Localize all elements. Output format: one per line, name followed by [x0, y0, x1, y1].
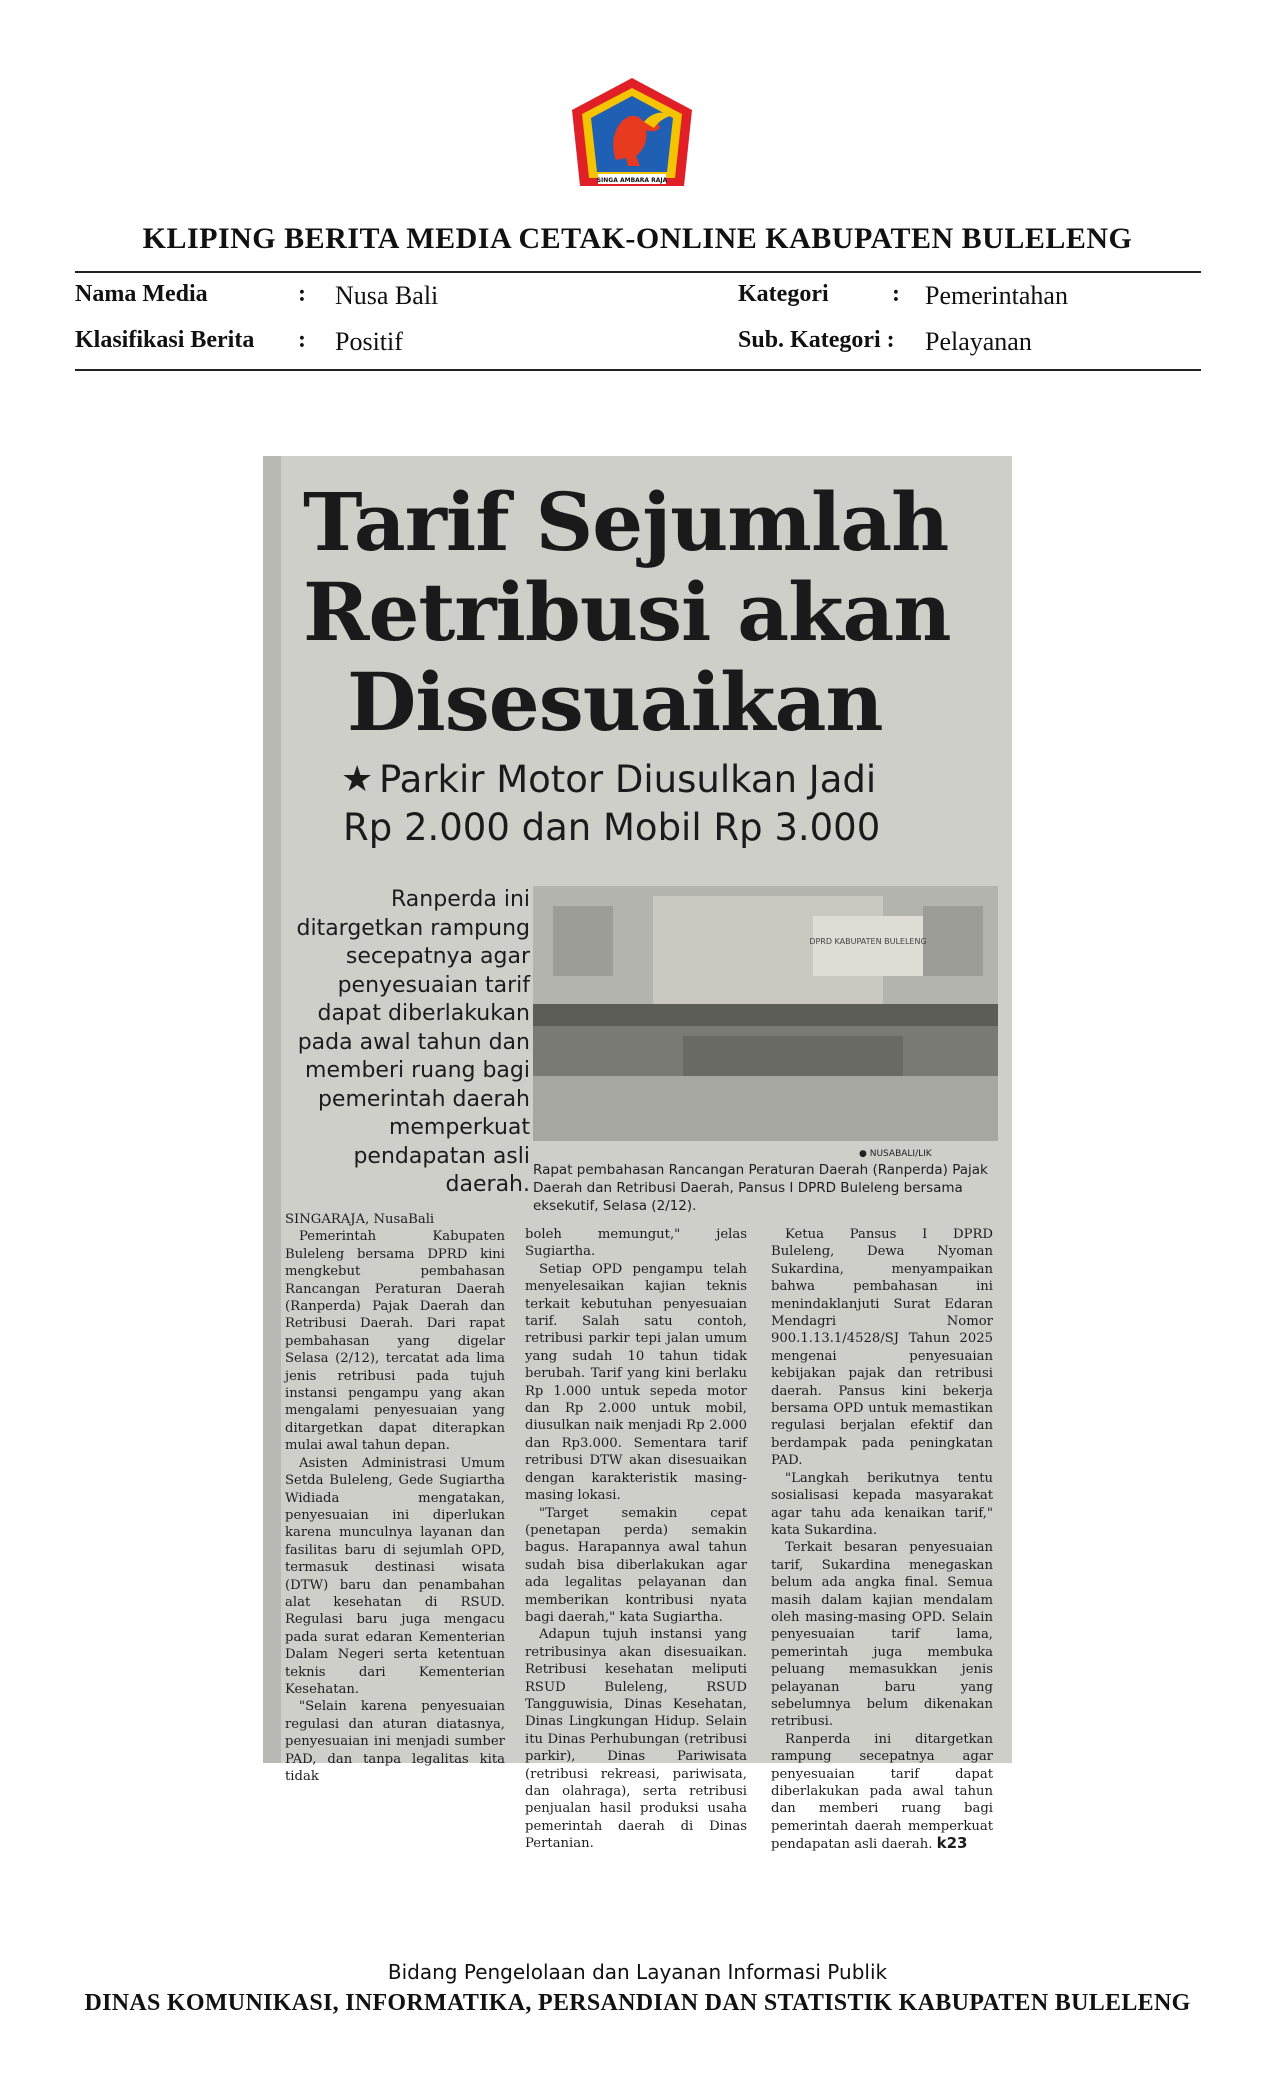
col3-last-paragraph: Ranperda ini ditargetkan rampung secepatnya agar penyesuaian tarif dapat diberlakukan pada awal tahun dan memberi ruang bagi pemerintah daerah memperkuat pendapatan asli daerah. — [771, 1731, 993, 1853]
col2-paragraph: Setiap OPD pengampu telah menyelesaikan kajian teknis terkait kebutuhan penyesuaian tarif. Salah satu contoh, retribusi parkir tepi jalan umum yang sudah 10 tahun tidak berubah. Tarif yang kini berlaku Rp 1.000 untuk sepeda motor dan Rp 2.000 untuk mobil, diusulkan naik menjadi Rp 2.000 dan Rp3.000. Sementara tarif retribusi DTW akan disesuaikan dengan karakteristik masing-masing lokasi. — [525, 1261, 747, 1504]
footer-agency: DINAS KOMUNIKASI, INFORMATIKA, PERSANDIAN DAN STATISTIK KABUPATEN BULELENG — [84, 1990, 1191, 2016]
sub-kategori-label: Sub. Kategori : — [738, 327, 895, 353]
lead-text: Ranperda ini ditargetkan rampung secepatnya agar penyesuaian tarif dapat diberlakukan pada awal tahun dan memberi ruang bagi pemerintah daerah memperkuat pendapatan asli daerah. — [296, 887, 530, 1197]
nama-media-label: Nama Media — [75, 281, 208, 307]
document-title: KLIPING BERITA MEDIA CETAK-ONLINE KABUPATEN BULELENG — [142, 222, 1133, 255]
photo-caption: Rapat pembahasan Rancangan Peraturan Daerah (Ranperda) Pajak Daerah dan Retribusi Daerah, Pansus I DPRD Buleleng bersama eksekutif, Selasa (2/12). — [533, 1162, 988, 1214]
article-column-1 — [285, 1211, 505, 1784]
klasifikasi-label: Klasifikasi Berita — [75, 327, 255, 353]
col3-paragraph — [771, 1731, 993, 1854]
buleleng-emblem-logo — [566, 74, 698, 200]
newspaper-clipping — [263, 456, 1012, 1853]
klasifikasi-colon: : — [298, 327, 306, 353]
klasifikasi-value: Positif — [335, 327, 403, 356]
header-rule-bottom — [75, 369, 1201, 371]
footer-unit: Bidang Pengelolaan dan Layanan Informasi Publik — [387, 1960, 888, 1984]
photo-credit: ● NUSABALI/LIK — [859, 1149, 932, 1159]
col3-paragraph: Ketua Pansus I DPRD Buleleng, Dewa Nyoman Sukardina, menyampaikan bahwa pembahasan ini menindaklanjuti Surat Edaran Mendagri Nomor 900.1.13.1/4528/SJ Tahun 2025 mengenai penyesuaian kebijakan pajak dan retribusi daerah. Pansus kini bekerja bersama OPD untuk memastikan regulasi berjalan efektif dan berdampak pada peningkatan PAD. — [771, 1227, 993, 1469]
sub-kategori-value: Pelayanan — [925, 327, 1032, 356]
nama-media-colon: : — [298, 281, 306, 307]
kategori-label: Kategori — [738, 281, 829, 307]
header-rule-top — [75, 271, 1201, 273]
clipping-fold-edge — [263, 456, 281, 1763]
kategori-colon: : — [892, 281, 900, 307]
star-icon: ★ — [341, 759, 374, 799]
col1-paragraph: Asisten Administrasi Umum Setda Buleleng, Gede Sugiartha Widiada mengatakan, penyesuaian ini diperlukan karena munculnya layanan dan fasilitas baru di sejumlah OPD, termasuk destinasi wisata (DTW) baru dan penambahan alat kesehatan di RSUD. Regulasi baru juga mengacu pada surat edaran Kementerian Dalam Negeri serta ketentuan teknis dari Kementerian Kesehatan. — [285, 1455, 505, 1697]
col2-paragraph: boleh memungut," jelas Sugiartha. — [525, 1227, 747, 1260]
meeting-photo — [533, 886, 998, 1141]
article-column-3 — [771, 1226, 993, 1853]
end-mark: k23 — [936, 1834, 968, 1853]
col2-paragraph: "Target semakin cepat (penetapan perda) semakin bagus. Harapannya awal tahun sudah bisa diberlakukan agar ada legalitas pelayanan dan memberikan kontribusi nyata bagi daerah," kata Sugiartha. — [525, 1505, 747, 1625]
kategori-value: Pemerintahan — [925, 281, 1068, 310]
col3-paragraph: "Langkah berikutnya tentu sosialisasi kepada masyarakat agar tahu ada kenaikan tarif," kata Sukardina. — [771, 1470, 993, 1538]
subhead-line-2: Rp 2.000 dan Mobil Rp 3.000 — [343, 806, 881, 849]
headline-line-1: Tarif Sejumlah — [303, 475, 949, 569]
col1-paragraph: Pemerintah Kabupaten Buleleng bersama DPRD kini mengkebut pembahasan Rancangan Peraturan Daerah (Ranperda) Pajak Daerah dan Retribusi Daerah. Dari rapat pembahasan yang digelar Selasa (2/12), tercatat ada lima jenis retribusi pada tujuh instansi pengampu yang akan mengalami penyesuaian yang ditargetkan dapat diterapkan mulai awal tahun depan. — [285, 1229, 505, 1454]
logo-motto: SINGA AMBARA RAJA — [596, 177, 668, 184]
col2-paragraph: Adapun tujuh instansi yang retribusinya akan disesuaikan. Retribusi kesehatan meliputi RSUD Buleleng, RSUD Tangguwisia, Dinas Kesehatan, Dinas Lingkungan Hidup. Selain itu Dinas Perhubungan (retribusi parkir), Dinas Pariwisata (retribusi rekreasi, pariwisata, dan olahraga), serta retribusi penjualan hasil produksi usaha pemerintah daerah di Dinas Pertanian. — [525, 1627, 747, 1852]
dateline: SINGARAJA, NusaBali — [285, 1212, 435, 1227]
headline-line-2: Retribusi akan — [303, 565, 951, 659]
col1-paragraph: "Selain karena penyesuaian regulasi dan aturan diatasnya, penyesuaian ini menjadi sumber PAD, dan tanpa legalitas kita tidak — [285, 1699, 505, 1784]
subhead-line-1: Parkir Motor Diusulkan Jadi — [379, 758, 877, 801]
nama-media-value: Nusa Bali — [335, 281, 439, 310]
subheadline — [343, 756, 983, 852]
article-column-2 — [525, 1226, 747, 1852]
photo-banner-text: DPRD KABUPATEN BULELENG — [809, 937, 927, 946]
headline-line-3: Disesuaikan — [347, 655, 883, 749]
col3-paragraph: Terkait besaran penyesuaian tarif, Sukardina menegaskan belum ada angka final. Semua masih dalam kajian mendalam oleh masing-masing OPD. Selain penyesuaian tarif lama, pemerintah juga membuka peluang memasukkan jenis pelayanan baru yang sebelumnya belum dikenakan retribusi. — [771, 1540, 993, 1730]
